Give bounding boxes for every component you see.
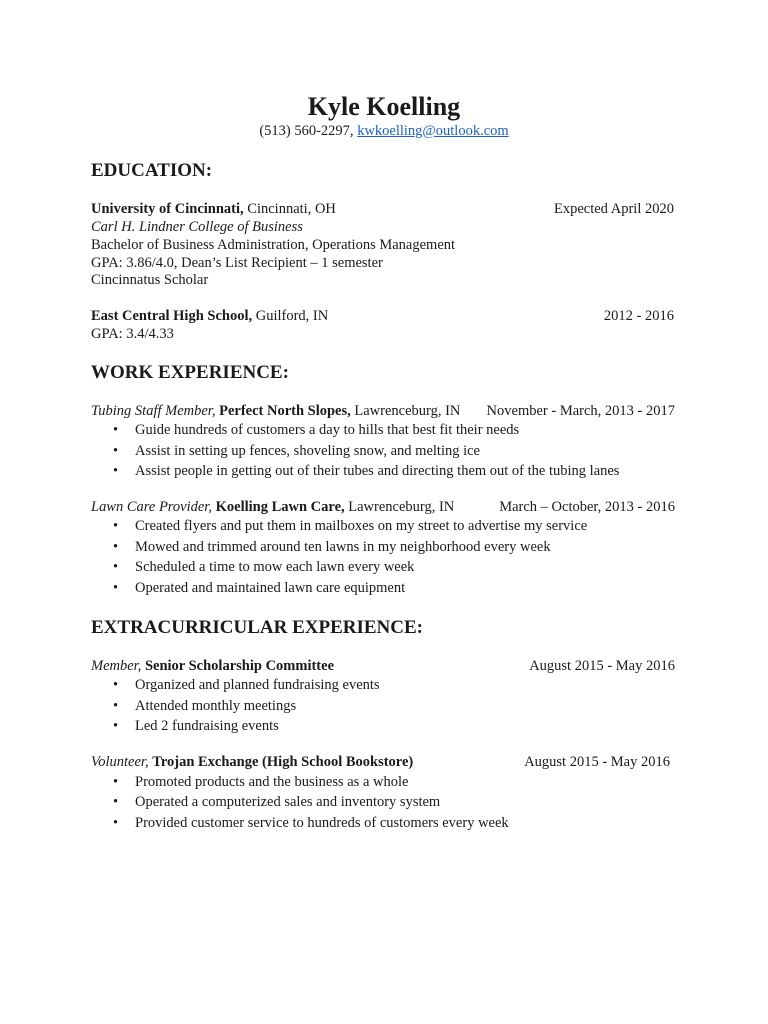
job-2-date: March – October, 2013 - 2016 [499, 499, 675, 515]
job-2-title-line [91, 499, 454, 516]
list-item: • Provided customer service to hundreds of customers every week [113, 815, 509, 831]
hs-school-name: East Central High School, [91, 308, 253, 324]
extra-2-role: Volunteer, [91, 754, 149, 770]
job-1-location: Lawrenceburg, IN [350, 403, 461, 419]
list-item: • Assist in setting up fences, shoveling snow, and melting ice [113, 443, 480, 459]
list-item: • Operated a computerized sales and inventory system [113, 794, 441, 810]
uc-location: Cincinnati, OH [243, 201, 336, 217]
email-link[interactable]: kwkoelling@outlook.com [357, 123, 509, 139]
phone-number: (513) 560-2297, [259, 123, 354, 139]
bullet-icon: • [113, 698, 119, 714]
uc-college [91, 219, 303, 236]
list-item: • Led 2 fundraising events [113, 718, 279, 734]
bullet-icon: • [113, 718, 119, 734]
extra-1-org: Senior Scholarship Committee [144, 658, 334, 674]
list-item: • Operated and maintained lawn care equipment [113, 580, 406, 596]
list-item: • Guide hundreds of customers a day to hills that best fit their needs [113, 422, 520, 438]
bullet-icon: • [113, 815, 119, 831]
uc-school-line [91, 201, 336, 218]
bullet-icon: • [113, 677, 119, 693]
extra-2-title-line [91, 754, 413, 771]
job-2-org: Koelling Lawn Care, [215, 499, 345, 515]
job-1-date: November - March, 2013 - 2017 [486, 403, 675, 419]
job-1-org: Perfect North Slopes, [219, 403, 351, 419]
uc-college-name: Carl H. Lindner College of Business [91, 219, 303, 235]
bullet-icon: • [113, 559, 119, 575]
education-heading: EDUCATION: [91, 160, 213, 181]
uc-date: Expected April 2020 [553, 201, 674, 217]
bullet-icon: • [113, 443, 119, 459]
contact-line [0, 123, 768, 140]
uc-honor: Cincinnatus Scholar [91, 272, 209, 288]
hs-gpa: GPA: 3.4/4.33 [91, 326, 174, 342]
uc-school-name: University of Cincinnati, [91, 201, 244, 217]
hs-school-line [91, 308, 328, 325]
list-item: • Organized and planned fundraising events [113, 677, 380, 693]
work-heading: WORK EXPERIENCE: [91, 362, 289, 383]
list-item: • Scheduled a time to mow each lawn every week [113, 559, 415, 575]
bullet-icon: • [113, 774, 119, 790]
extracurricular-heading: EXTRACURRICULAR EXPERIENCE: [91, 617, 423, 638]
bullet-icon: • [113, 422, 119, 438]
job-1-role: Tubing Staff Member, [91, 403, 216, 419]
extra-1-date: August 2015 - May 2016 [529, 658, 675, 674]
list-item: • Created flyers and put them in mailboxes on my street to advertise my service [113, 518, 588, 534]
list-item: • Promoted products and the business as a whole [113, 774, 409, 790]
extra-2-org: Trojan Exchange (High School Bookstore) [152, 754, 414, 770]
hs-location: Guilford, IN [252, 308, 329, 324]
uc-degree: Bachelor of Business Administration, Operations Management [91, 237, 456, 253]
candidate-name: Kyle Koelling [307, 92, 461, 121]
uc-gpa: GPA: 3.86/4.0, Dean’s List Recipient – 1 semester [91, 255, 383, 271]
extra-2-date: August 2015 - May 2016 [524, 754, 670, 770]
bullet-icon: • [113, 794, 119, 810]
bullet-icon: • [113, 463, 119, 479]
job-1-title-line [91, 403, 460, 420]
bullet-icon: • [113, 518, 119, 534]
list-item: • Attended monthly meetings [113, 698, 297, 714]
extra-1-role: Member, [91, 658, 142, 674]
list-item: • Mowed and trimmed around ten lawns in my neighborhood every week [113, 539, 551, 555]
bullet-icon: • [113, 539, 119, 555]
bullet-icon: • [113, 580, 119, 596]
hs-date: 2012 - 2016 [603, 308, 674, 324]
extra-1-title-line [91, 658, 334, 675]
list-item: • Assist people in getting out of their tubes and directing them out of the tubing lanes [113, 463, 620, 479]
job-2-location: Lawrenceburg, IN [344, 499, 455, 515]
job-2-role: Lawn Care Provider, [91, 499, 212, 515]
